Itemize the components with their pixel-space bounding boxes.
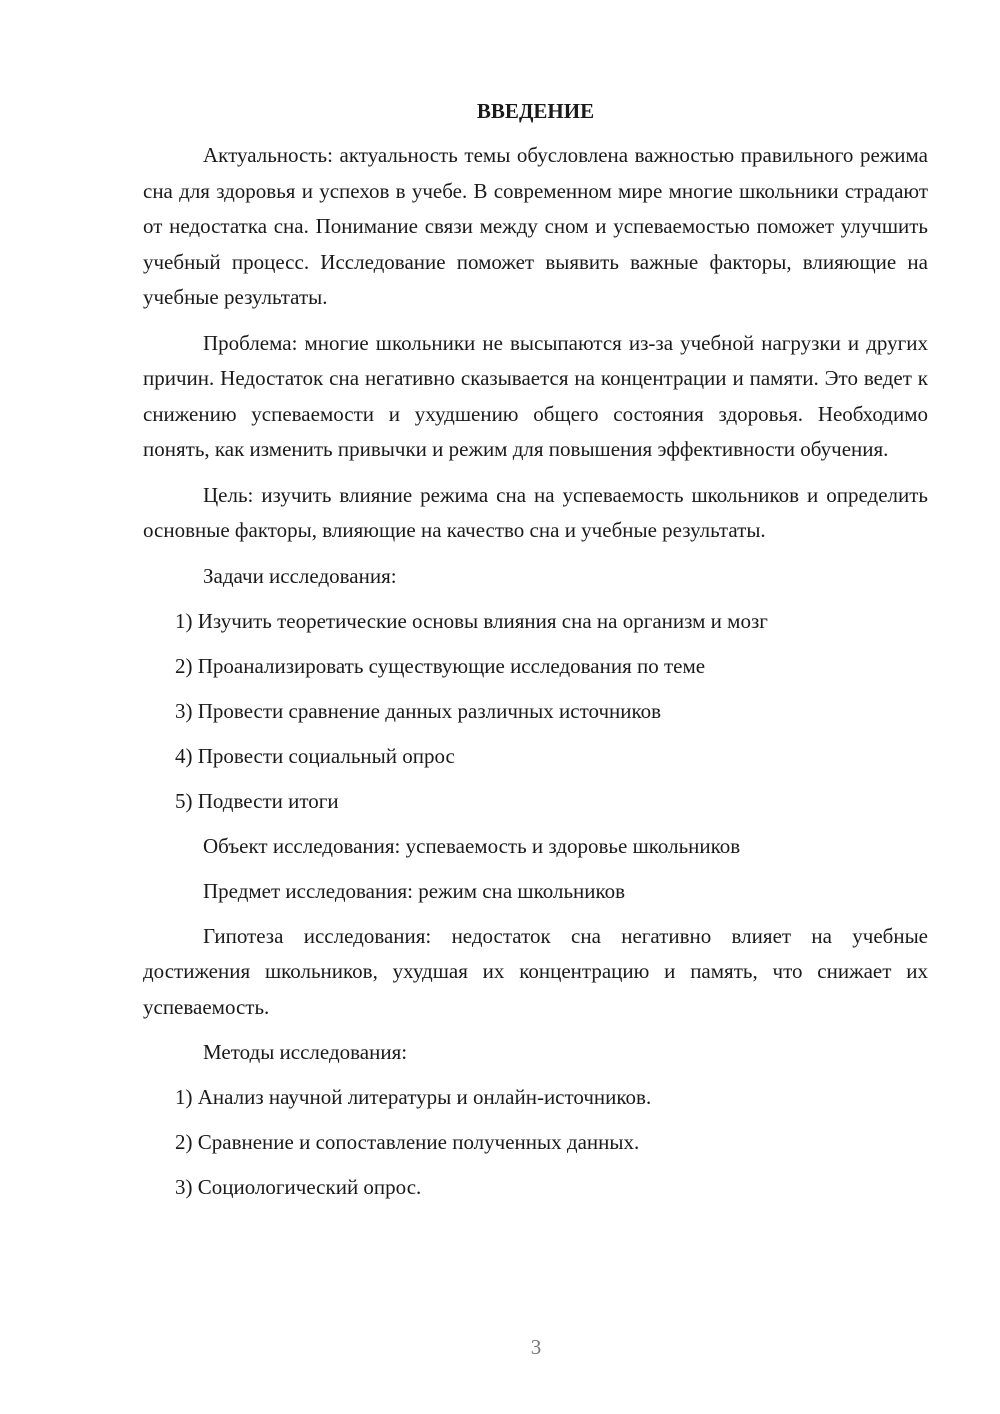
hypothesis-paragraph: Гипотеза исследования: недостаток сна негативно влияет на учебные достижения школьников, ухудшая их концентрацию и память, что снижает их успеваемость. bbox=[143, 923, 928, 1019]
page-content bbox=[143, 94, 928, 1215]
list-item: 1) Анализ научной литературы и онлайн-источников. bbox=[175, 1085, 652, 1109]
research-object: Объект исследования: успеваемость и здоровье школьников bbox=[203, 833, 741, 858]
methods-list bbox=[143, 1080, 928, 1205]
list-item: 2) Сравнение и сопоставление полученных данных. bbox=[175, 1130, 640, 1154]
page-title: ВВЕДЕНИЕ bbox=[476, 99, 595, 123]
goal-paragraph: Цель: изучить влияние режима сна на успеваемость школьников и определить основные факторы, влияющие на качество сна и учебные результаты. bbox=[143, 482, 928, 542]
list-item: 1) Изучить теоретические основы влияния сна на организм и мозг bbox=[175, 608, 768, 633]
page-number: 3 bbox=[530, 1335, 542, 1359]
list-item: 4) Провести социальный опрос bbox=[175, 743, 455, 768]
list-item: 2) Проанализировать существующие исследования по теме bbox=[175, 653, 706, 678]
list-item: 5) Подвести итоги bbox=[175, 788, 339, 813]
methods-label: Методы исследования: bbox=[203, 1040, 408, 1064]
problem-paragraph: Проблема: многие школьники не высыпаются из-за учебной нагрузки и других причин. Недостаток сна негативно сказывается на концентрации и памяти. Это ведет к снижению успеваемости и ухудшению общего состояния здоровья. Необходимо понять, как изменить привычки и режим для повышения эффективности обучения. bbox=[143, 330, 928, 461]
tasks-label: Задачи исследования: bbox=[203, 563, 397, 588]
list-item: 3) Провести сравнение данных различных источников bbox=[175, 698, 662, 723]
list-item: 3) Социологический опрос. bbox=[175, 1175, 422, 1199]
tasks-list bbox=[143, 604, 928, 819]
relevance-paragraph: Актуальность: актуальность темы обусловлена важностью правильного режима сна для здоровья и успехов в учебе. В современном мире многие школьники страдают от недостатка сна. Понимание связи между сном и успеваемостью поможет улучшить учебный процесс. Исследование поможет выявить важные факторы, влияющие на учебные результаты. bbox=[143, 143, 928, 309]
research-subject: Предмет исследования: режим сна школьников bbox=[203, 878, 626, 903]
